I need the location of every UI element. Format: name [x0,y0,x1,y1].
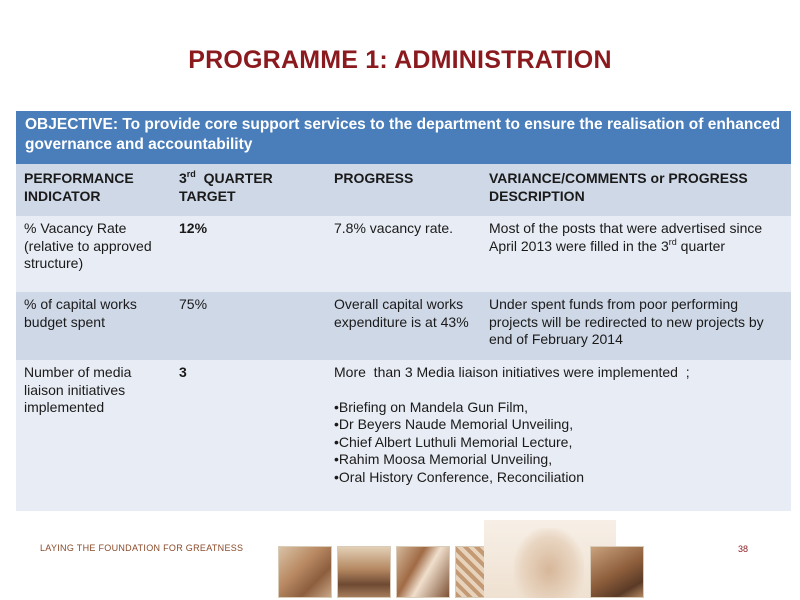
objective-row [16,111,791,164]
target-cell: 12% [171,216,326,292]
header-target: 3rd QUARTER TARGET [171,164,326,216]
saxophone-photo [590,546,644,598]
hands-photo [278,546,332,598]
progress-cell: 7.8% vacancy rate. [326,216,481,292]
indicator-cell: % of capital works budget spent [16,292,171,360]
table-row [16,216,791,292]
page-number: 38 [738,544,749,554]
table-row [16,292,791,360]
header-row [16,164,791,216]
variance-cell: Most of the posts that were advertised since April 2013 were filled in the 3rd quarter [481,216,791,292]
progress-cell: Overall capital works expenditure is at 43% [326,292,481,360]
header-indicator: PERFORMANCE INDICATOR [16,164,171,216]
performance-table [16,111,791,511]
list-item: •Rahim Moosa Memorial Unveiling, [334,451,553,467]
dancer-photo [514,528,584,598]
progress-intro: More than 3 Media liaison initiatives were implemented ; [334,364,690,380]
people-photo [337,546,391,598]
list-item: •Chief Albert Luthuli Memorial Lecture, [334,433,573,450]
target-cell: 75% [171,292,326,360]
variance-cell: Under spent funds from poor performing projects will be redirected to new projects by end of February 2014 [481,292,791,360]
list-item: •Briefing on Mandela Gun Film, [334,398,528,415]
indicator-cell: Number of media liaison initiatives implemented [16,360,171,511]
list-item: •Dr Beyers Naude Memorial Unveiling, [334,416,574,432]
table-row [16,360,791,511]
progress-cell [326,360,791,511]
header-progress: PROGRESS [326,164,481,216]
target-cell: 3 [171,360,326,511]
footer-tagline: LAYING THE FOUNDATION FOR GREATNESS [40,543,244,553]
header-variance: VARIANCE/COMMENTS or PROGRESS DESCRIPTION [481,164,791,216]
indicator-cell: % Vacancy Rate (relative to approved structure) [16,216,171,292]
list-item: •Oral History Conference, Reconciliation [334,468,585,485]
objective-text: OBJECTIVE: To provide core support services to the department to ensure the realisation of enhanced governance and accountability [16,111,791,164]
slide-title: PROGRAMME 1: ADMINISTRATION [188,46,612,74]
ribbon-photo [396,546,450,598]
